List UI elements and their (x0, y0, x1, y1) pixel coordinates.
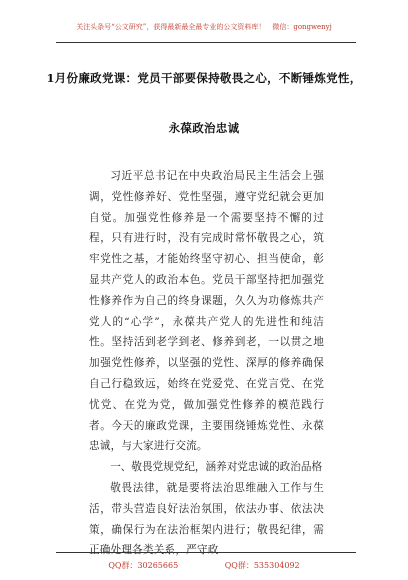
document-title-line-1: 1月份廉政党课：党员干部要保持敬畏之心，不断锤炼党性， (46, 71, 362, 85)
document-body (89, 166, 324, 561)
footer-divider (56, 552, 356, 553)
footer (0, 560, 408, 571)
header-divider (56, 42, 356, 43)
header-banner: 关注头条号“公文研究”，获得最新最全最专业的公文资料库！ 微信：gongwenyj (76, 23, 332, 31)
footer-qq-group-2: QQ群：535304092 (224, 561, 300, 570)
document-title-line-2: 永葆政治忠诚 (168, 121, 240, 135)
body-paragraph-1: 习近平总书记在中央政治局民主生活会上强调，党性修养好、党性坚强，遵守党纪就会更加自觉。加强党性修养是一个需要坚持不懈的过程，只有进行时，没有完成时常怀敬畏之心，筑牢党性之基，才能始终坚守初心、担当使命，彰显共产党人的政治本色。党员干部坚持把加强党性修养作为自己的终身课题，久久为功修炼共产党人的“心学”，永葆共产党人的先进性和纯洁性。坚持活到老学到老、修养到老，一以贯之地加强党性修养，以坚强的党性、深厚的修养确保自己行稳致远，始终在党爱党、在党言党、在党忧党、在党为党，做加强党性修养的模范践行者。今天的廉政党课，主要围绕锤炼党性、永葆忠诚，与大家进行交流。 (89, 170, 324, 453)
body-paragraph-2: 敬畏法律，就是要将法治思维融入工作与生活，带头营造良好法治氛围，依法办事、依法决策，确保行为在法治框架内进行；敬畏纪律，需正确处理各类关系，严守政 (89, 481, 324, 557)
footer-qq-group-1: QQ群：30265665 (108, 561, 179, 570)
section-heading-1: 一、敬畏党规党纪，涵养对党忠诚的政治品格 (110, 461, 323, 474)
